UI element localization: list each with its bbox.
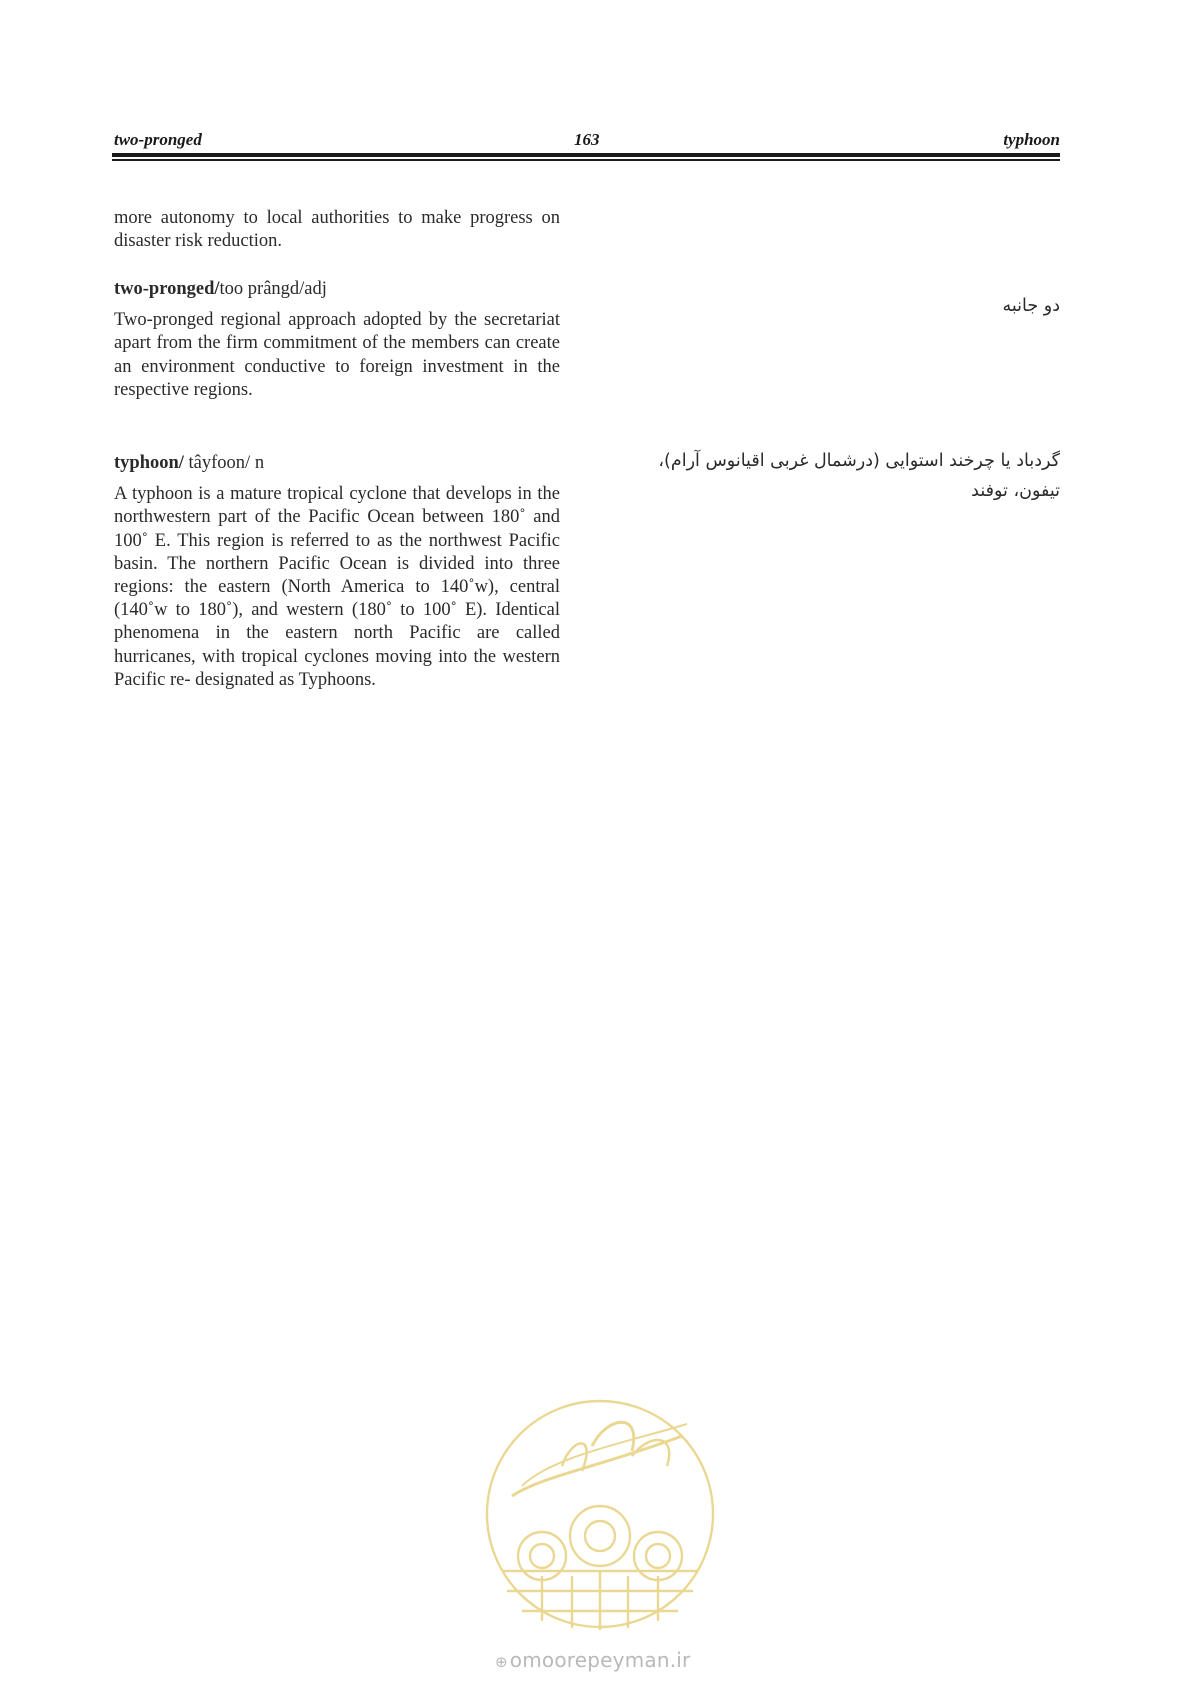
- watermark-seal-logo: [482, 1396, 718, 1636]
- entry-title: [114, 278, 560, 301]
- persian-translation-line-1: گردباد یا چرخند استوایی (درشمال غربی اقیانوس آرام)،: [658, 451, 1060, 471]
- watermark-site: [495, 1648, 690, 1672]
- persian-translation: دو جانبه: [1002, 296, 1060, 316]
- headword: two-pronged/: [114, 279, 220, 299]
- persian-translation-line-2: تیفون، توفند: [971, 481, 1060, 501]
- entry-title: [114, 452, 560, 475]
- running-header: [114, 130, 1060, 150]
- pronunciation: tâyfoon/ n: [183, 453, 265, 473]
- header-rule-thick: [112, 153, 1060, 157]
- entry-typhoon: [114, 452, 560, 692]
- globe-icon: ⊕: [495, 1653, 508, 1671]
- definition: A typhoon is a mature tropical cyclone that develops in the northwestern part of the Pacific Ocean between 180˚ and 100˚ E. This region is referred to as the northwest Pacific basin. The northern Pacific Ocean is divided into three regions: the eastern (North America to 140˚w), central (140˚w to 180˚), and western (180˚ to 100˚ E). Identical phenomena in the eastern north Pacific are called hurricanes, with tropical cyclones moving into the western Pacific re- designated as Typhoons.: [114, 484, 560, 690]
- header-rule-thin: [112, 159, 1060, 161]
- page-number: 163: [574, 130, 600, 149]
- watermark-site-text: omoorepeyman.ir: [509, 1648, 691, 1672]
- headword: typhoon/: [114, 453, 184, 473]
- pronunciation: too prângd/adj: [219, 279, 327, 299]
- header-last-term: typhoon: [1003, 130, 1060, 149]
- persian-two-pronged: [590, 291, 1060, 321]
- definition: Two-pronged regional approach adopted by the secretariat apart from the firm commitment of the members can create an environment conductive to foreign investment in the respective regions.: [114, 310, 560, 400]
- entry-two-pronged: [114, 278, 560, 402]
- continuation-text: [114, 207, 560, 253]
- persian-typhoon: [590, 446, 1060, 506]
- continuation-paragraph: more autonomy to local authorities to make progress on disaster risk reduction.: [114, 208, 560, 252]
- header-first-term: two-pronged: [114, 130, 202, 149]
